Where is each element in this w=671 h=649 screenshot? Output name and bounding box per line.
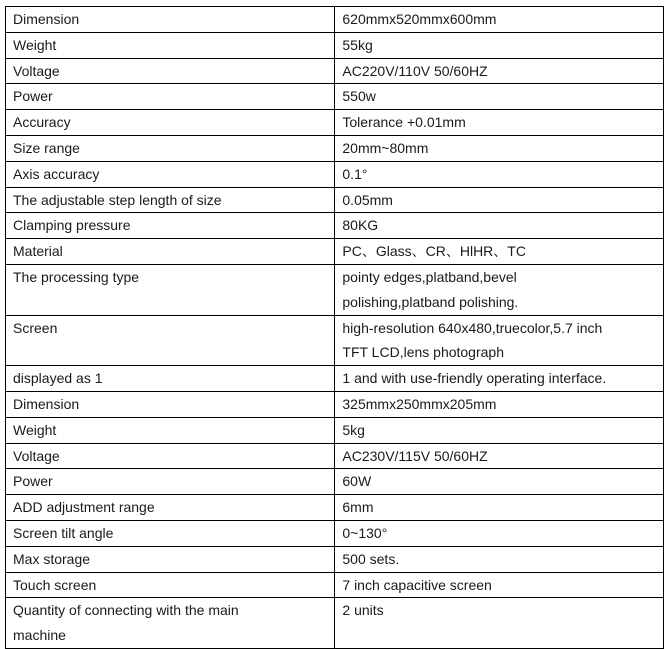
spec-value-cell [335, 213, 664, 239]
spec-label: Weight [13, 421, 57, 438]
table-row [6, 391, 664, 417]
spec-label: Touch screen [13, 576, 97, 593]
spec-value-line: Tolerance +0.01mm [342, 114, 466, 131]
spec-value-line: 60W [342, 473, 372, 490]
spec-value-cell [335, 366, 664, 392]
spec-label: Dimension [13, 11, 80, 27]
spec-value-line: 500 sets. [342, 550, 400, 567]
spec-value-line: 550w [342, 88, 376, 105]
spec-value-cell [335, 443, 664, 469]
spec-value-cell [335, 264, 664, 315]
spec-value-cell [335, 598, 664, 649]
spec-value-cell [335, 187, 664, 213]
table-row [6, 187, 664, 213]
spec-value-line: pointy edges,platband,bevel [342, 268, 517, 285]
specification-table [5, 6, 664, 649]
spec-label-cell [6, 135, 335, 161]
table-row [6, 7, 664, 33]
table-row [6, 32, 664, 58]
spec-label: Dimension [13, 395, 80, 412]
spec-value-cell [335, 135, 664, 161]
spec-value-line: 80KG [342, 217, 379, 234]
spec-label: Voltage [13, 62, 60, 79]
spec-value-cell [335, 572, 664, 598]
table-row [6, 58, 664, 84]
spec-label: Power [13, 473, 53, 490]
spec-value-line: PC、Glass、CR、HlHR、TC [342, 243, 526, 260]
spec-label-cell [6, 391, 335, 417]
spec-label: Material [13, 243, 63, 260]
spec-label-cell [6, 366, 335, 392]
table-row [6, 417, 664, 443]
spec-value-cell [335, 239, 664, 265]
table-row [6, 546, 664, 572]
table-row [6, 213, 664, 239]
spec-label-line: Quantity of connecting with the main [13, 602, 239, 619]
spec-value-line: 7 inch capacitive screen [342, 576, 492, 593]
spec-label: The adjustable step length of size [13, 191, 222, 208]
spec-label: Voltage [13, 447, 60, 464]
spec-label-cell [6, 7, 335, 33]
spec-label: The processing type [13, 268, 140, 285]
spec-value-cell [335, 110, 664, 136]
spec-label: Accuracy [13, 114, 71, 131]
spec-value-line: 20mm~80mm [342, 139, 429, 156]
spec-label-cell [6, 110, 335, 136]
spec-label-cell [6, 187, 335, 213]
table-row [6, 366, 664, 392]
spec-label: Axis accuracy [13, 165, 100, 182]
spec-label-cell [6, 58, 335, 84]
spec-label-cell [6, 161, 335, 187]
spec-value-cell [335, 391, 664, 417]
spec-value-cell [335, 32, 664, 58]
spec-value-line: high-resolution 640x480,truecolor,5.7 inch [342, 319, 603, 336]
spec-label-cell [6, 417, 335, 443]
spec-value-line: 0.05mm [342, 191, 393, 208]
spec-label-cell [6, 495, 335, 521]
table-row [6, 443, 664, 469]
table-row [6, 469, 664, 495]
table-row [6, 84, 664, 110]
specification-table-body [6, 7, 664, 649]
spec-label-cell [6, 546, 335, 572]
spec-label: Weight [13, 36, 57, 53]
spec-value-line: 325mmx250mmx205mm [342, 395, 497, 412]
spec-value-cell [335, 495, 664, 521]
table-row [6, 315, 664, 366]
spec-value-cell [335, 315, 664, 366]
table-row [6, 520, 664, 546]
table-row [6, 161, 664, 187]
spec-label: Size range [13, 139, 80, 156]
spec-label: Screen [13, 319, 58, 336]
spec-value-cell [335, 161, 664, 187]
spec-label-cell [6, 572, 335, 598]
spec-label-cell [6, 213, 335, 239]
spec-label-cell [6, 469, 335, 495]
table-row [6, 572, 664, 598]
spec-label: displayed as 1 [13, 370, 103, 387]
spec-label-cell [6, 315, 335, 366]
spec-label-cell [6, 598, 335, 649]
spec-value-line: 0.1° [342, 165, 368, 182]
spec-value-cell [335, 469, 664, 495]
spec-label-line: machine [13, 627, 66, 644]
spec-label: Max storage [13, 550, 91, 567]
spec-value-line: 1 and with use-friendly operating interface. [342, 370, 607, 387]
spec-label: Screen tilt angle [13, 524, 114, 541]
spec-value-line: 6mm [342, 499, 374, 516]
spec-value-line: 2 units [342, 602, 384, 619]
spec-label-cell [6, 443, 335, 469]
table-row [6, 135, 664, 161]
spec-label-cell [6, 520, 335, 546]
spec-value-line: 0~130° [342, 524, 388, 541]
spec-label-cell [6, 84, 335, 110]
spec-value-line: AC230V/115V 50/60HZ [342, 447, 488, 464]
spec-label: Power [13, 88, 53, 105]
table-row [6, 239, 664, 265]
spec-value-cell [335, 84, 664, 110]
spec-label-cell [6, 32, 335, 58]
spec-label: Clamping pressure [13, 217, 131, 234]
spec-value-line: polishing,platband polishing. [342, 293, 519, 310]
spec-label-cell [6, 264, 335, 315]
spec-value-cell [335, 520, 664, 546]
table-row [6, 598, 664, 649]
spec-label: ADD adjustment range [13, 499, 155, 516]
table-row [6, 495, 664, 521]
spec-value-line: TFT LCD,lens photograph [342, 344, 504, 361]
spec-value-cell [335, 546, 664, 572]
spec-value-cell [335, 417, 664, 443]
table-row [6, 264, 664, 315]
spec-value-line: AC220V/110V 50/60HZ [342, 62, 488, 79]
spec-value-cell [335, 7, 664, 33]
table-row [6, 110, 664, 136]
spec-value-line: 55kg [342, 36, 373, 53]
spec-value-cell [335, 58, 664, 84]
spec-value-line: 5kg [342, 421, 365, 438]
spec-value-line: 620mmx520mmx600mm [342, 11, 497, 27]
spec-label-cell [6, 239, 335, 265]
